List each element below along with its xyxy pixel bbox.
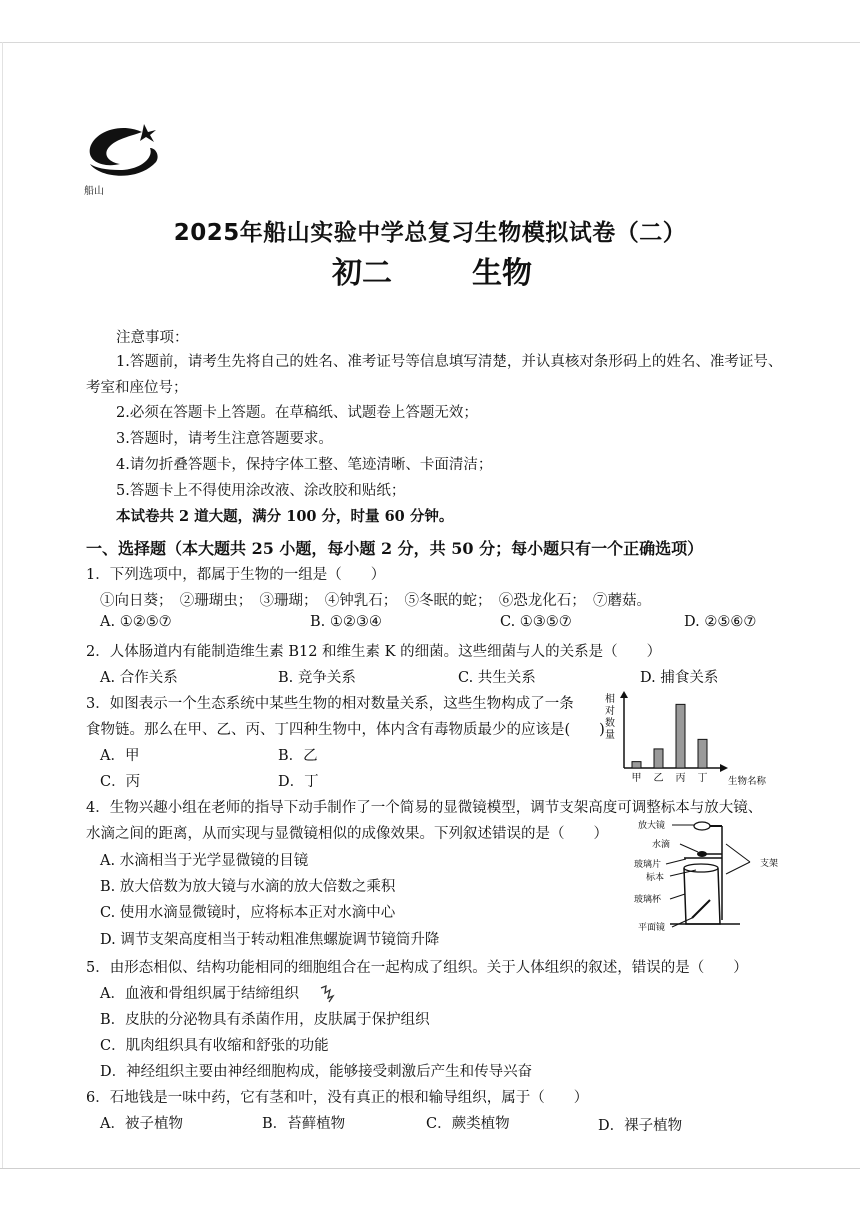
q2-option-d: D. 捕食关系 — [640, 670, 719, 686]
q4-stem-2: 水滴之间的距离，从而实现与显微镜相似的成像效果。下列叙述错误的是（ ） — [86, 826, 608, 842]
chart-ylabel-char-1: 对 — [605, 706, 615, 717]
notice-item-1: 1.答题前，请考生先将自己的姓名、准考证号等信息填写清楚，并认真核对条形码上的姓名、准考证号、 — [116, 354, 783, 370]
q6-option-d: D．裸子植物 — [598, 1118, 683, 1134]
stand-leader-1 — [726, 844, 750, 862]
q4-option-d: D. 调节支架高度相当于转动粗准焦螺旋调节镜筒升降 — [100, 932, 440, 948]
chart-tick-label-3: 丁 — [697, 773, 708, 784]
grade-label: 初二 — [332, 256, 392, 291]
notice-item-2: 2.必须在答题卡上答题。在草稿纸、试题卷上答题无效； — [116, 405, 478, 421]
q3-option-a: A．甲 — [100, 748, 140, 764]
glass-cup-rim — [684, 864, 718, 872]
q2-option-a: A. 合作关系 — [100, 670, 178, 686]
logo-text: 船山 — [84, 186, 104, 197]
label-water-drop: 水滴 — [652, 840, 671, 850]
q3-option-d: D．丁 — [278, 774, 319, 790]
q5-stem: 5．由形态相似、结构功能相同的细胞组合在一起构成了组织。关于人体组织的叙述，错误的是（ ） — [86, 960, 748, 976]
q4-option-a: A. 水滴相当于光学显微镜的目镜 — [100, 853, 309, 869]
notice-heading: 注意事项： — [116, 330, 189, 346]
chart-ylabel-char-3: 量 — [605, 730, 615, 741]
chart-y-arrow — [620, 691, 628, 698]
q2-stem: 2．人体肠道内有能制造维生素 B12 和维生素 K 的细菌。这些细菌与人的关系是（ ） — [86, 644, 662, 660]
specimen-leader — [670, 870, 696, 876]
slide-leader — [666, 859, 686, 864]
chart-x-arrow — [720, 764, 728, 772]
exam-title: 2025年船山实验中学总复习生物模拟试卷（二） — [173, 220, 687, 246]
magnifier-shape — [694, 822, 710, 830]
notice-item-4: 4.请勿折叠答题卡，保持字体工整、笔迹清晰、卡面清洁； — [116, 457, 493, 473]
q3-stem-1: 3．如图表示一个生态系统中某些生物的相对数量关系，这些生物构成了一条 — [86, 696, 574, 712]
subject-label: 生物 — [472, 256, 532, 291]
q3-option-c: C．丙 — [100, 774, 141, 790]
water-drop-leader — [680, 844, 698, 852]
notice-item-5: 5.答题卡上不得使用涂改液、涂改胶和贴纸； — [116, 483, 406, 499]
notice-summary: 本试卷共 2 道大题，满分 100 分，时量 60 分钟。 — [116, 508, 454, 525]
chart-bar-0 — [632, 762, 641, 768]
q2-option-c: C. 共生关系 — [458, 670, 536, 686]
glass-cup-shape — [684, 868, 720, 924]
q1-option-c: C. ①③⑤⑦ — [500, 614, 572, 630]
glass-cup-leader — [670, 894, 685, 899]
chart-tick-label-0: 甲 — [631, 773, 642, 784]
handwritten-mark — [318, 984, 336, 1004]
chart-tick-label-2: 丙 — [675, 773, 686, 784]
mirror-shape — [692, 900, 710, 918]
label-glass-cup: 玻璃杯 — [634, 895, 662, 905]
q5-option-b: B．皮肤的分泌物具有杀菌作用，皮肤属于保护组织 — [100, 1012, 430, 1028]
q4-option-c: C. 使用水滴显微镜时，应将标本正对水滴中心 — [100, 905, 396, 921]
chart-xlabel: 生物名称 — [728, 776, 767, 787]
scan-edge-bottom — [0, 1168, 860, 1169]
q6-stem: 6．石地钱是一味中药，它有茎和叶，没有真正的根和输导组织，属于（ ） — [86, 1090, 589, 1106]
q1-items: ①向日葵； ②珊瑚虫； ③珊瑚； ④钟乳石； ⑤冬眠的蛇； ⑥恐龙化石； ⑦蘑菇。 — [100, 593, 651, 609]
q6-option-c: C．蕨类植物 — [426, 1116, 510, 1132]
q1-option-a: A. ①②⑤⑦ — [100, 614, 172, 630]
section-1-heading: 一、选择题（本大题共 25 小题，每小题 2 分，共 50 分；每小题只有一个正确选项） — [86, 539, 704, 558]
label-stand: 支架 — [760, 859, 779, 869]
water-drop-microscope-figure — [610, 814, 800, 944]
label-magnifier: 放大镜 — [638, 821, 666, 831]
q6-option-b: B．苔藓植物 — [262, 1116, 346, 1132]
q5-option-c: C．肌肉组织具有收缩和舒张的功能 — [100, 1038, 329, 1054]
q4-stem-1: 4．生物兴趣小组在老师的指导下动手制作了一个简易的显微镜模型，调节支架高度可调整标本与放大镜、 — [86, 800, 763, 816]
notice-item-3: 3.答题时，请考生注意答题要求。 — [116, 431, 333, 447]
q1-option-b: B. ①②③④ — [310, 614, 382, 630]
q2-option-b: B. 竞争关系 — [278, 670, 356, 686]
chart-ylabel-char-2: 数 — [605, 718, 615, 729]
label-mirror: 平面镜 — [638, 923, 666, 933]
scan-edge-top — [0, 42, 860, 43]
mirror-leader — [672, 918, 692, 927]
water-drop-shape — [697, 851, 707, 857]
q5-option-a: A．血液和骨组织属于结缔组织 — [100, 986, 299, 1002]
label-slide: 玻璃片 — [634, 860, 662, 870]
chart-bar-2 — [676, 704, 685, 768]
q4-option-b: B. 放大倍数为放大镜与水滴的放大倍数之乘积 — [100, 879, 396, 895]
chart-tick-label-1: 乙 — [653, 773, 664, 784]
q3-stem-2: 食物链。那么在甲、乙、丙、丁四种生物中，体内含有毒物质最少的应该是( ) — [86, 722, 605, 738]
chart-ylabel-char-0: 相 — [605, 694, 615, 705]
notice-item-1-cont: 考室和座位号； — [86, 380, 188, 396]
school-logo — [80, 118, 170, 198]
label-specimen: 标本 — [646, 873, 665, 883]
chart-bar-3 — [698, 739, 707, 768]
q6-option-a: A．被子植物 — [100, 1116, 183, 1132]
q5-option-d: D．神经组织主要由神经细胞构成，能够接受刺激后产生和传导兴奋 — [100, 1064, 533, 1080]
scan-edge-left — [2, 42, 3, 1168]
chart-ylabel — [605, 692, 615, 741]
q1-option-d: D. ②⑤⑥⑦ — [684, 614, 757, 630]
q3-option-b: B．乙 — [278, 748, 318, 764]
chart-bar-1 — [654, 749, 663, 768]
q3-bar-chart — [598, 690, 788, 790]
q1-stem: 1．下列选项中，都属于生物的一组是（ ） — [86, 567, 386, 583]
stand-leader-2 — [726, 862, 750, 874]
